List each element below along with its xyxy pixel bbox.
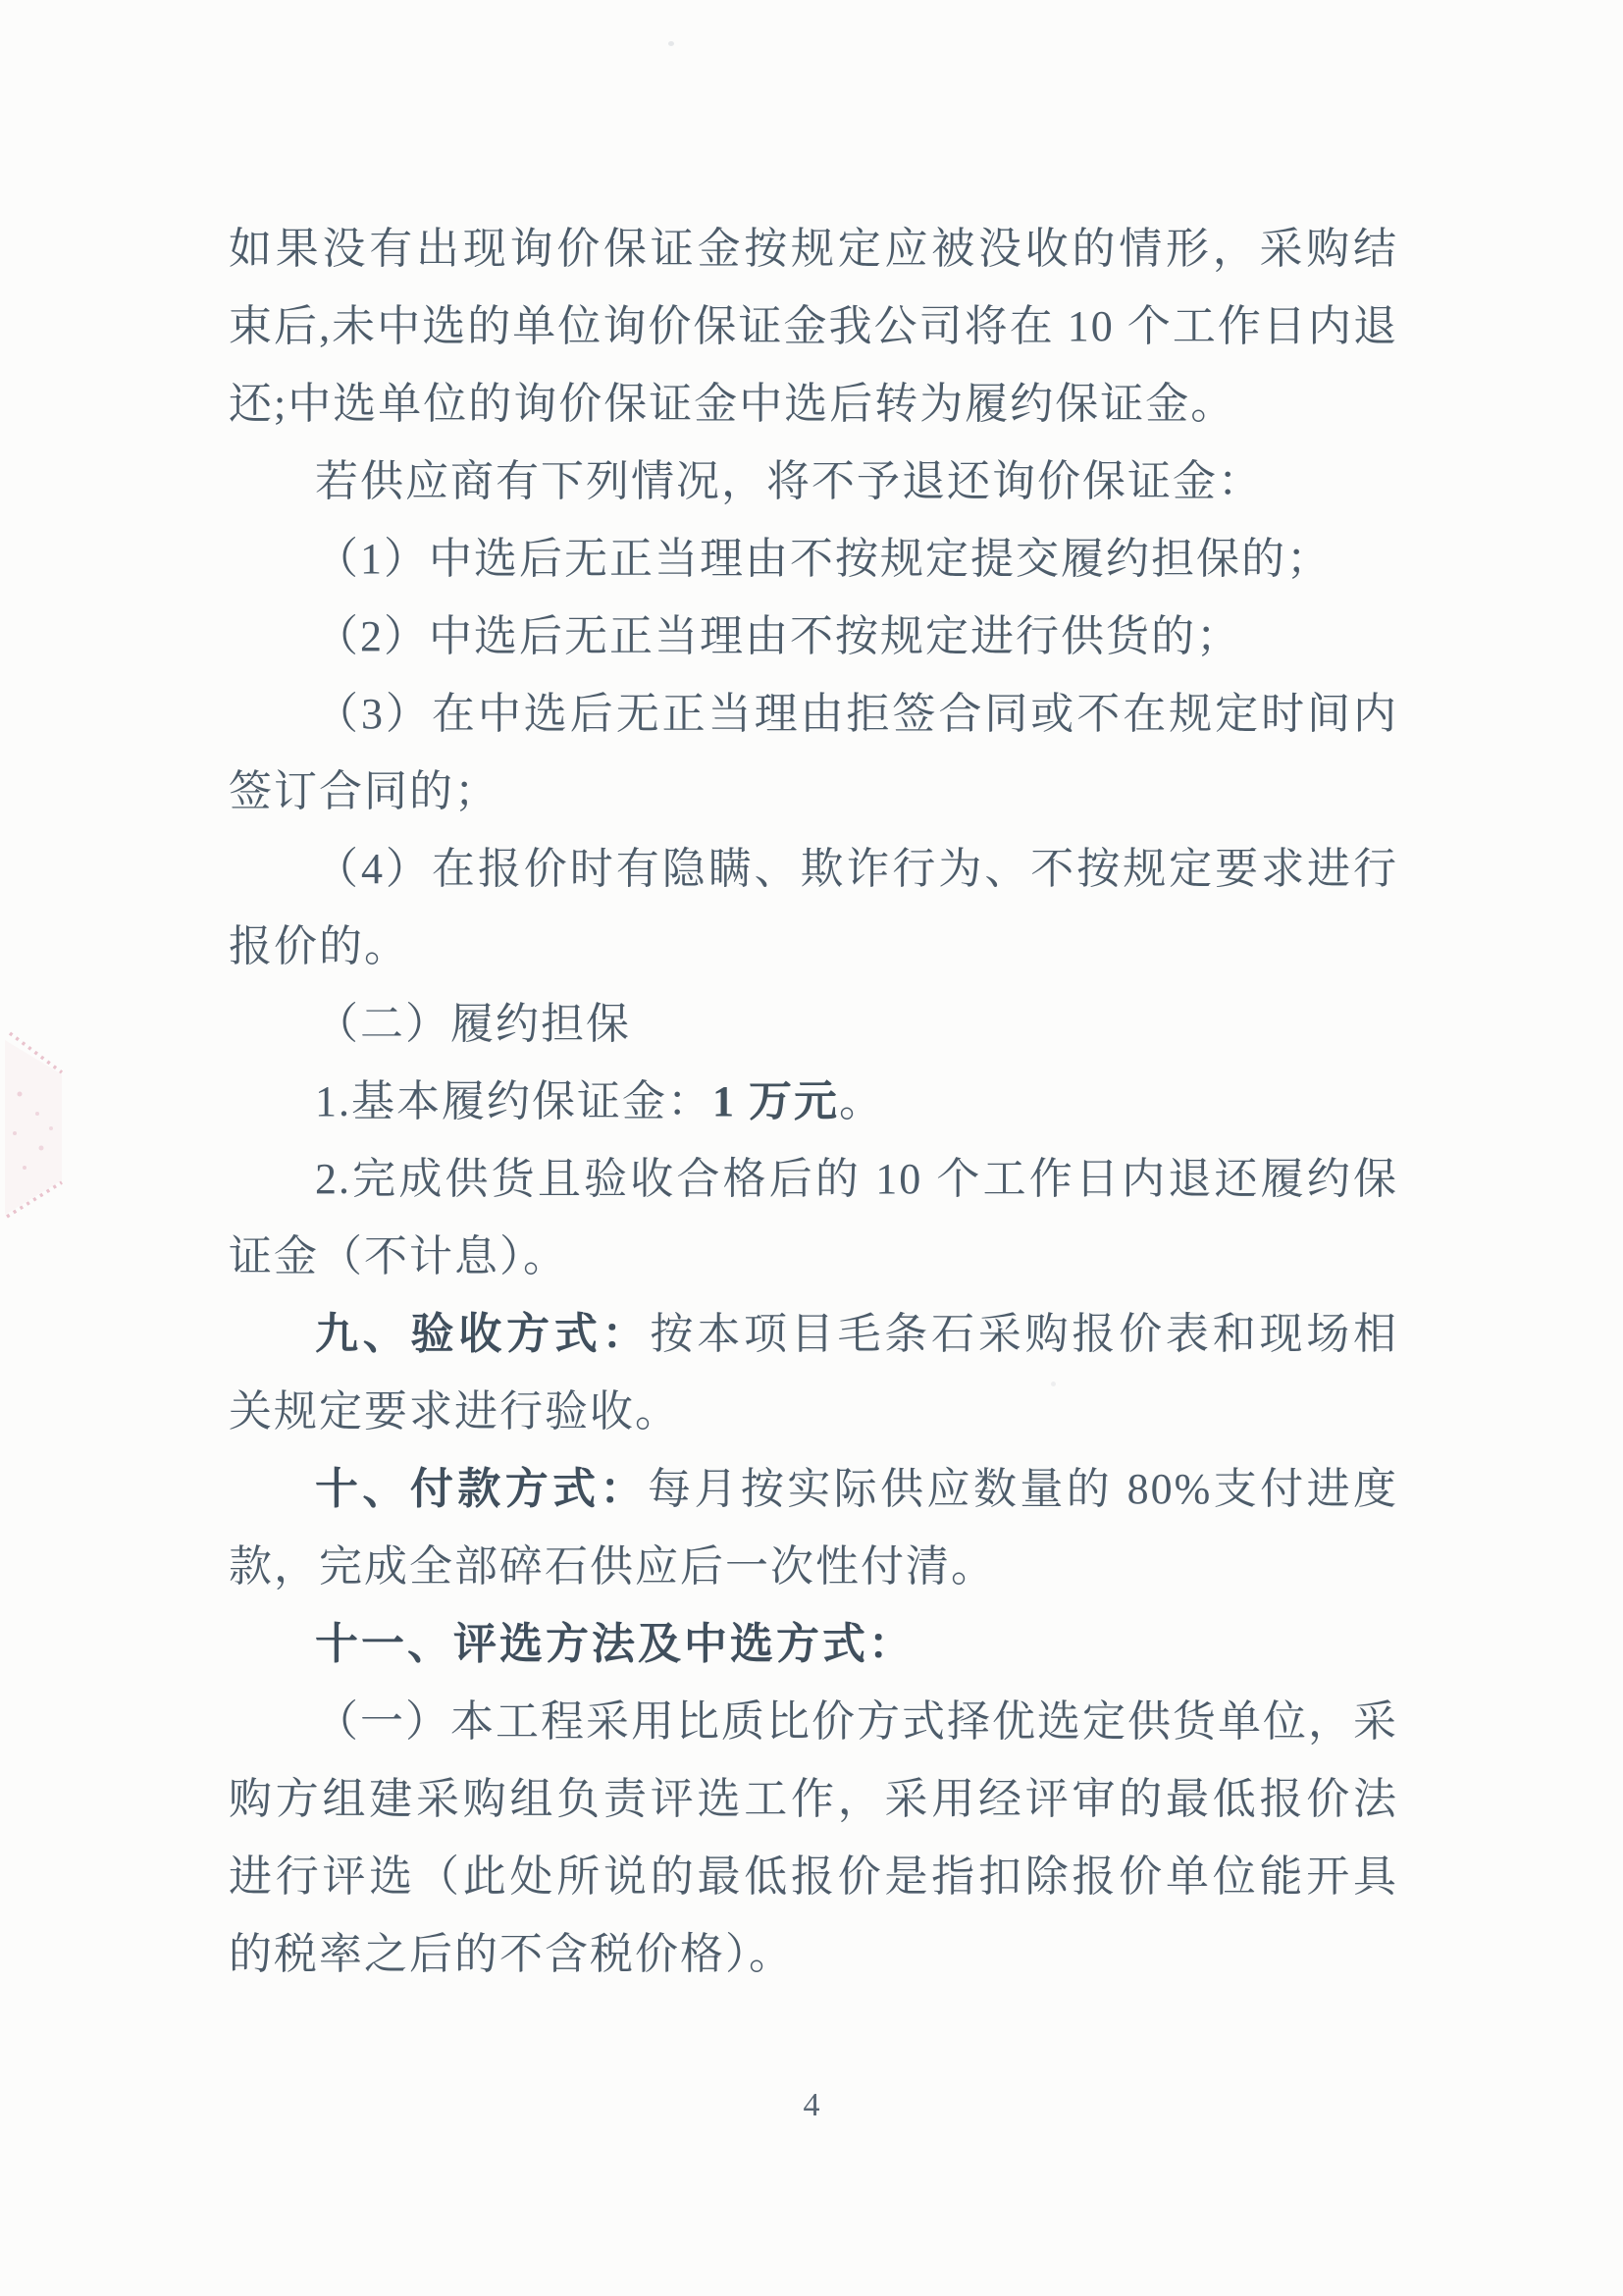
paragraph-text: （2）中选后无正当理由不按规定进行供货的； [315, 612, 1241, 660]
paragraph-text: 2.完成供货且验收合格后的 10 个工作日内退还履约保证金（不计息）。 [229, 1155, 1398, 1280]
paragraph-text: （3）在中选后无正当理由拒签合同或不在规定时间内签订合同的； [229, 690, 1398, 815]
paragraph-text: 如果没有出现询价保证金按规定应被没收的情形，采购结束后,未中选的单位询价保证金我公司将在 10 个工作日内退还;中选单位的询价保证金中选后转为履约保证金。 [229, 225, 1398, 428]
item-guarantee-refund [229, 1140, 1398, 1295]
paragraph-text: 1.基本履约保证金： [315, 1077, 712, 1125]
subheading-performance-guarantee [229, 985, 1398, 1063]
paragraph-text: 按本项目毛条石采购报价表和现场相关规定要求进行验收。 [229, 1310, 1399, 1435]
scan-speck [668, 41, 674, 46]
list-item-2 [229, 598, 1398, 675]
item-basic-guarantee [229, 1063, 1398, 1140]
paragraph-selection-process [229, 1683, 1398, 1993]
heading-selection-method [229, 1605, 1398, 1683]
section-heading-acceptance: 九、验收方式： [315, 1309, 651, 1359]
paragraph-forfeit-intro [229, 443, 1398, 520]
paragraph-text: 若供应商有下列情况，将不予退还询价保证金： [315, 457, 1263, 505]
red-stamp-fragment [0, 1020, 79, 1236]
page-number: 4 [803, 2087, 820, 2123]
section-heading-selection: 十一、评选方法及中选方式： [315, 1619, 915, 1669]
paragraph-text: （二）履约担保 [315, 1000, 631, 1048]
paragraph-text: （一）本工程采用比质比价方式择优选定供货单位，采购方组建采购组负责评选工作，采用经评审的最低报价法进行评选（此处所说的最低报价是指扣除报价单位能开具的税率之后的不含税价格）。 [229, 1697, 1398, 1978]
section-heading-payment: 十、付款方式： [315, 1464, 648, 1514]
list-item-3 [229, 675, 1398, 830]
paragraph-text: （1）中选后无正当理由不按规定提交履约担保的； [315, 535, 1332, 583]
document-body [229, 210, 1398, 1993]
paragraph-text: （4）在报价时有隐瞒、欺诈行为、不按规定要求进行报价的。 [229, 845, 1398, 970]
paragraph-payment-method [229, 1450, 1398, 1605]
paragraph-text: 。 [839, 1077, 884, 1125]
list-item-1 [229, 520, 1398, 598]
paragraph-deposit-refund [229, 210, 1398, 443]
guarantee-amount: 1 万元 [712, 1077, 839, 1125]
paragraph-acceptance-method [229, 1295, 1398, 1450]
paragraph-text: 每月按实际供应数量的 80%支付进度款，完成全部碎石供应后一次性付清。 [229, 1465, 1399, 1591]
list-item-4 [229, 830, 1398, 985]
